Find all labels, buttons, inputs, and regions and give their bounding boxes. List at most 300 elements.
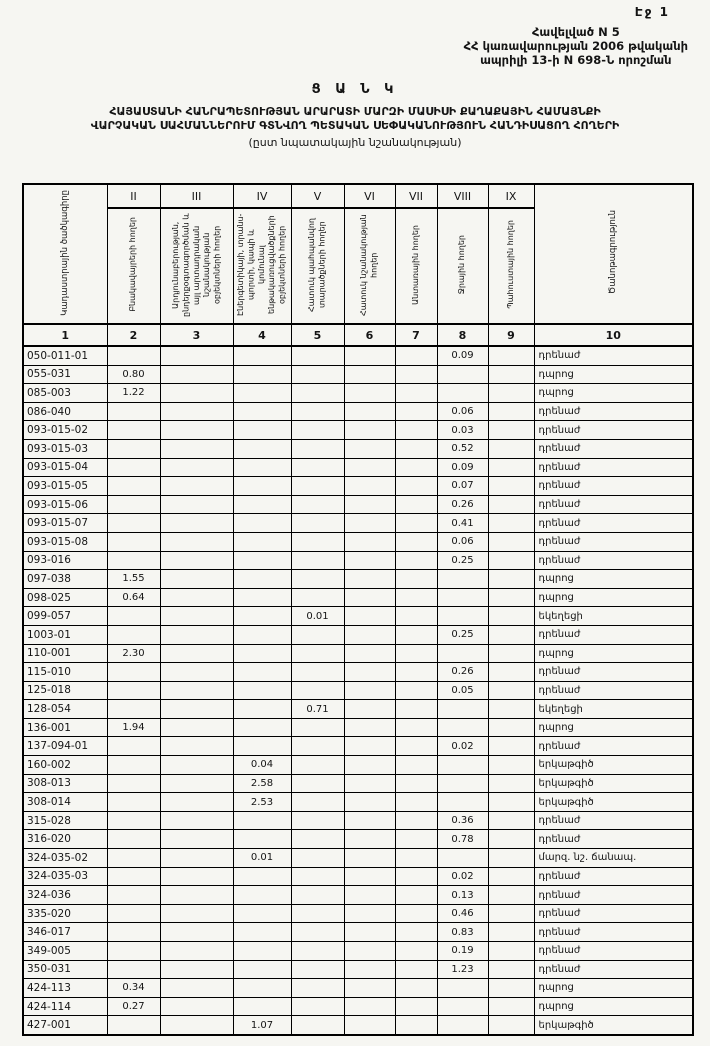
area-value-cell [488, 663, 534, 682]
area-value-cell [233, 458, 291, 477]
area-value-cell [395, 439, 437, 458]
area-value-cell: 0.07 [437, 477, 488, 496]
area-value-cell [488, 439, 534, 458]
area-value-cell [488, 756, 534, 775]
area-value-cell [160, 793, 233, 812]
area-value-cell [291, 384, 344, 403]
area-value-cell [395, 384, 437, 403]
area-value-cell [488, 886, 534, 905]
remark-cell: դրենաժ [534, 458, 693, 477]
table-row [23, 793, 693, 812]
area-value-cell [395, 346, 437, 365]
cadastral-code-cell: 110-001 [23, 644, 107, 663]
area-value-cell [233, 365, 291, 384]
area-value-cell [107, 904, 160, 923]
area-value-cell [160, 607, 233, 626]
area-value-cell: 0.13 [437, 886, 488, 905]
area-value-cell [291, 756, 344, 775]
area-value-cell: 1.55 [107, 570, 160, 589]
table-row [23, 700, 693, 719]
area-value-cell [488, 979, 534, 998]
table-row [23, 1016, 693, 1035]
area-value-cell [107, 458, 160, 477]
area-value-cell [395, 644, 437, 663]
table-row [23, 495, 693, 514]
document-subtitle-2: ՎԱՐՉԱԿԱՆ ՍԱՀՄԱՆՆԵՐՈՒՄ ԳՏՆՎՈՂ ՊԵՏԱԿԱՆ ՍԵՓԱԿԱՆՈՒԹՅՈՒՆ ՀԱՆԴԻՍԱՑՈՂ ՀՈՂԵՐԻ [90, 119, 620, 132]
area-value-cell [395, 923, 437, 942]
area-value-cell [107, 737, 160, 756]
area-value-cell [291, 942, 344, 961]
document-subtitle-1: ՀԱՅԱՍՏԱՆԻ ՀԱՆՐԱՊԵՏՈՒԹՅԱՆ ԱՐԱՐԱՏԻ ՄԱՐԶԻ ՄԱՍԻՍԻ ՔԱՂԱՔԱՅԻՆ ՀԱՄԱՅՆՔԻ [109, 105, 601, 118]
header-protected-lands: Հատուկ պահպանվող տարածքների հողեր [291, 208, 344, 324]
table-body [23, 346, 693, 1035]
remark-cell: դրենաժ [534, 681, 693, 700]
area-value-cell: 0.06 [437, 532, 488, 551]
area-value-cell [107, 849, 160, 868]
area-value-cell [233, 625, 291, 644]
area-value-cell [107, 625, 160, 644]
area-value-cell [395, 551, 437, 570]
area-value-cell [160, 867, 233, 886]
area-value-cell [291, 793, 344, 812]
area-value-cell [344, 904, 395, 923]
area-value-cell [344, 718, 395, 737]
area-value-cell [160, 756, 233, 775]
area-value-cell [107, 514, 160, 533]
remark-cell: եկեղեցի [534, 607, 693, 626]
area-value-cell [488, 737, 534, 756]
header-settlement-lands: Բնակավայրերի հողեր [107, 208, 160, 324]
col-number-10: 10 [534, 324, 693, 346]
area-value-cell [488, 849, 534, 868]
land-table [22, 183, 694, 1036]
area-value-cell [107, 830, 160, 849]
area-value-cell: 0.01 [291, 607, 344, 626]
header-water-lands: Ջրային հողեր [437, 208, 488, 324]
area-value-cell [488, 458, 534, 477]
area-value-cell: 0.25 [437, 625, 488, 644]
remark-cell: դրենաժ [534, 960, 693, 979]
area-value-cell: 0.26 [437, 663, 488, 682]
area-value-cell [107, 681, 160, 700]
header-special-purpose-lands: Հատուկ նշանակության հողեր [344, 208, 395, 324]
area-value-cell [488, 1016, 534, 1035]
area-value-cell [395, 904, 437, 923]
area-value-cell [291, 886, 344, 905]
cadastral-code-cell: 093-016 [23, 551, 107, 570]
col-number-8: 8 [437, 324, 488, 346]
cadastral-code-cell: 424-113 [23, 979, 107, 998]
area-value-cell [437, 718, 488, 737]
area-value-cell [107, 551, 160, 570]
header-numeral-II: II [107, 184, 160, 208]
area-value-cell [160, 942, 233, 961]
area-value-cell [488, 625, 534, 644]
area-value-cell [344, 532, 395, 551]
area-value-cell: 0.71 [291, 700, 344, 719]
area-value-cell [160, 830, 233, 849]
area-value-cell: 1.07 [233, 1016, 291, 1035]
area-value-cell [160, 532, 233, 551]
header-numeral-V: V [291, 184, 344, 208]
header-forest-lands: Անտառային հողեր [395, 208, 437, 324]
area-value-cell [291, 495, 344, 514]
area-value-cell [107, 960, 160, 979]
area-value-cell [160, 681, 233, 700]
area-value-cell [107, 1016, 160, 1035]
cadastral-code-cell: 308-013 [23, 774, 107, 793]
remark-cell: դրենաժ [534, 477, 693, 496]
cadastral-code-cell: 093-015-04 [23, 458, 107, 477]
area-value-cell [395, 774, 437, 793]
area-value-cell [291, 904, 344, 923]
area-value-cell [344, 514, 395, 533]
area-value-cell [488, 551, 534, 570]
area-value-cell [107, 477, 160, 496]
cadastral-code-cell: 427-001 [23, 1016, 107, 1035]
area-value-cell [488, 402, 534, 421]
area-value-cell [233, 551, 291, 570]
col-number-5: 5 [291, 324, 344, 346]
header-numeral-III: III [160, 184, 233, 208]
area-value-cell [233, 886, 291, 905]
area-value-cell [488, 867, 534, 886]
area-value-cell [344, 477, 395, 496]
area-value-cell [291, 681, 344, 700]
area-value-cell [233, 402, 291, 421]
area-value-cell [160, 346, 233, 365]
remark-cell: եկեղեցի [534, 700, 693, 719]
area-value-cell [107, 923, 160, 942]
area-value-cell [233, 607, 291, 626]
area-value-cell [160, 570, 233, 589]
remark-cell: դպրոց [534, 365, 693, 384]
appendix-line-1: Հավելված N 5 [531, 25, 620, 39]
area-value-cell [488, 514, 534, 533]
area-value-cell [488, 904, 534, 923]
area-value-cell [233, 421, 291, 440]
remark-cell: դպրոց [534, 570, 693, 589]
area-value-cell [291, 1016, 344, 1035]
area-value-cell [107, 942, 160, 961]
area-value-cell: 0.41 [437, 514, 488, 533]
area-value-cell [107, 532, 160, 551]
area-value-cell [107, 402, 160, 421]
area-value-cell [107, 811, 160, 830]
area-value-cell [107, 700, 160, 719]
area-value-cell [488, 997, 534, 1016]
area-value-cell [395, 625, 437, 644]
area-value-cell: 0.03 [437, 421, 488, 440]
area-value-cell: 0.46 [437, 904, 488, 923]
area-value-cell [395, 570, 437, 589]
area-value-cell [488, 365, 534, 384]
area-value-cell [344, 458, 395, 477]
area-value-cell [291, 997, 344, 1016]
area-value-cell [160, 495, 233, 514]
area-value-cell [344, 811, 395, 830]
remark-cell: դրենաժ [534, 737, 693, 756]
area-value-cell [344, 663, 395, 682]
area-value-cell [488, 477, 534, 496]
table-row [23, 532, 693, 551]
cadastral-code-cell: 346-017 [23, 923, 107, 942]
area-value-cell [488, 681, 534, 700]
area-value-cell [233, 718, 291, 737]
area-value-cell [291, 365, 344, 384]
area-value-cell [233, 514, 291, 533]
area-value-cell [160, 421, 233, 440]
area-value-cell: 1.23 [437, 960, 488, 979]
area-value-cell [107, 867, 160, 886]
area-value-cell [437, 644, 488, 663]
area-value-cell [395, 756, 437, 775]
document-subtitle-3: (ըստ նպատակային նշանակության) [248, 136, 462, 149]
area-value-cell: 0.25 [437, 551, 488, 570]
remark-cell: դրենաժ [534, 532, 693, 551]
remark-cell: դպրոց [534, 718, 693, 737]
area-value-cell [107, 421, 160, 440]
area-value-cell [160, 477, 233, 496]
area-value-cell [291, 923, 344, 942]
area-value-cell [291, 346, 344, 365]
area-value-cell: 0.05 [437, 681, 488, 700]
area-value-cell [107, 774, 160, 793]
area-value-cell [160, 960, 233, 979]
cadastral-code-cell: 316-020 [23, 830, 107, 849]
area-value-cell [344, 979, 395, 998]
header-numeral-VIII: VIII [437, 184, 488, 208]
col-number-9: 9 [488, 324, 534, 346]
remark-cell: երկաթգիծ [534, 793, 693, 812]
area-value-cell [160, 737, 233, 756]
table-row [23, 942, 693, 961]
cadastral-code-cell: 350-031 [23, 960, 107, 979]
area-value-cell [107, 439, 160, 458]
remark-cell: դպրոց [534, 588, 693, 607]
remark-cell: դրենաժ [534, 923, 693, 942]
area-value-cell [395, 588, 437, 607]
remark-cell: դպրոց [534, 384, 693, 403]
area-value-cell [395, 663, 437, 682]
cadastral-code-cell: 093-015-02 [23, 421, 107, 440]
table-row [23, 904, 693, 923]
col-number-3: 3 [160, 324, 233, 346]
area-value-cell: 0.36 [437, 811, 488, 830]
area-value-cell [291, 514, 344, 533]
col-number-1: 1 [23, 324, 107, 346]
area-value-cell [291, 644, 344, 663]
area-value-cell [160, 551, 233, 570]
header-number-row [23, 324, 693, 346]
area-value-cell [344, 942, 395, 961]
area-value-cell: 2.30 [107, 644, 160, 663]
cadastral-code-cell: 099-057 [23, 607, 107, 626]
area-value-cell [437, 384, 488, 403]
area-value-cell [233, 681, 291, 700]
area-value-cell [160, 997, 233, 1016]
area-value-cell [395, 886, 437, 905]
header-numeral-VI: VI [344, 184, 395, 208]
area-value-cell [395, 365, 437, 384]
header-cadastral-code: Կադաստրային ծածկագիրը [23, 184, 107, 324]
area-value-cell [488, 532, 534, 551]
cadastral-code-cell: 308-014 [23, 793, 107, 812]
area-value-cell [395, 700, 437, 719]
area-value-cell [160, 644, 233, 663]
area-value-cell [233, 644, 291, 663]
area-value-cell [488, 495, 534, 514]
area-value-cell: 0.52 [437, 439, 488, 458]
area-value-cell: 0.02 [437, 737, 488, 756]
area-value-cell [488, 421, 534, 440]
page-number: Էջ 1 [634, 5, 670, 19]
area-value-cell [344, 867, 395, 886]
area-value-cell [344, 681, 395, 700]
remark-cell: երկաթգիծ [534, 774, 693, 793]
area-value-cell [437, 774, 488, 793]
area-value-cell [160, 402, 233, 421]
table-row [23, 663, 693, 682]
area-value-cell [437, 588, 488, 607]
area-value-cell [344, 997, 395, 1016]
table-row [23, 886, 693, 905]
area-value-cell: 0.06 [437, 402, 488, 421]
area-value-cell [344, 849, 395, 868]
area-value-cell [344, 570, 395, 589]
remark-cell: դրենաժ [534, 514, 693, 533]
area-value-cell [344, 607, 395, 626]
area-value-cell [107, 793, 160, 812]
cadastral-code-cell: 098-025 [23, 588, 107, 607]
table-row [23, 997, 693, 1016]
col-number-6: 6 [344, 324, 395, 346]
table-row [23, 923, 693, 942]
remark-cell: դրենաժ [534, 904, 693, 923]
table-row [23, 979, 693, 998]
cadastral-code-cell: 093-015-03 [23, 439, 107, 458]
cadastral-code-cell: 093-015-07 [23, 514, 107, 533]
area-value-cell [107, 886, 160, 905]
cadastral-code-cell: 324-035-03 [23, 867, 107, 886]
area-value-cell [395, 495, 437, 514]
area-value-cell [107, 663, 160, 682]
area-value-cell [488, 718, 534, 737]
table-row [23, 625, 693, 644]
area-value-cell [107, 607, 160, 626]
area-value-cell [291, 439, 344, 458]
header-remarks: Ծանոթագրություն [534, 184, 693, 324]
cadastral-code-cell: 136-001 [23, 718, 107, 737]
area-value-cell [344, 439, 395, 458]
area-value-cell [395, 997, 437, 1016]
area-value-cell [291, 867, 344, 886]
table-row [23, 402, 693, 421]
table-row [23, 756, 693, 775]
area-value-cell [437, 1016, 488, 1035]
area-value-cell [488, 346, 534, 365]
area-value-cell [233, 532, 291, 551]
col-number-2: 2 [107, 324, 160, 346]
area-value-cell [344, 346, 395, 365]
cadastral-code-cell: 160-002 [23, 756, 107, 775]
area-value-cell [395, 849, 437, 868]
area-value-cell [160, 384, 233, 403]
area-value-cell [488, 700, 534, 719]
remark-cell: դպրոց [534, 644, 693, 663]
area-value-cell [233, 663, 291, 682]
area-value-cell [488, 942, 534, 961]
area-value-cell [344, 923, 395, 942]
area-value-cell [344, 793, 395, 812]
header-numeral-IV: IV [233, 184, 291, 208]
area-value-cell [437, 756, 488, 775]
area-value-cell: 0.34 [107, 979, 160, 998]
area-value-cell [395, 830, 437, 849]
area-value-cell [344, 960, 395, 979]
area-value-cell [160, 625, 233, 644]
area-value-cell [233, 439, 291, 458]
area-value-cell: 0.04 [233, 756, 291, 775]
appendix-block [464, 25, 688, 67]
area-value-cell [395, 607, 437, 626]
area-value-cell: 0.19 [437, 942, 488, 961]
area-value-cell [395, 514, 437, 533]
area-value-cell [291, 774, 344, 793]
area-value-cell [291, 588, 344, 607]
area-value-cell [107, 756, 160, 775]
area-value-cell [233, 477, 291, 496]
remark-cell: դրենաժ [534, 402, 693, 421]
area-value-cell: 0.27 [107, 997, 160, 1016]
area-value-cell [395, 960, 437, 979]
remark-cell: մարզ. նշ. ճանապ. [534, 849, 693, 868]
remark-cell: դրենաժ [534, 811, 693, 830]
area-value-cell [395, 1016, 437, 1035]
area-value-cell [488, 774, 534, 793]
table-row [23, 570, 693, 589]
area-value-cell [160, 458, 233, 477]
area-value-cell [160, 774, 233, 793]
table-row [23, 867, 693, 886]
area-value-cell [344, 756, 395, 775]
cadastral-code-cell: 093-015-06 [23, 495, 107, 514]
cadastral-code-cell: 085-003 [23, 384, 107, 403]
area-value-cell [395, 867, 437, 886]
area-value-cell [291, 421, 344, 440]
area-value-cell: 0.64 [107, 588, 160, 607]
area-value-cell [344, 700, 395, 719]
area-value-cell [344, 384, 395, 403]
table-row [23, 718, 693, 737]
area-value-cell [233, 979, 291, 998]
table-row [23, 774, 693, 793]
area-value-cell [291, 663, 344, 682]
area-value-cell [233, 737, 291, 756]
area-value-cell [291, 849, 344, 868]
table-row [23, 458, 693, 477]
area-value-cell [395, 979, 437, 998]
area-value-cell [233, 904, 291, 923]
table-row [23, 365, 693, 384]
remark-cell: դրենաժ [534, 551, 693, 570]
cadastral-code-cell: 324-036 [23, 886, 107, 905]
remark-cell: դրենաժ [534, 663, 693, 682]
area-value-cell [233, 700, 291, 719]
area-value-cell [160, 700, 233, 719]
area-value-cell [160, 514, 233, 533]
area-value-cell [291, 960, 344, 979]
